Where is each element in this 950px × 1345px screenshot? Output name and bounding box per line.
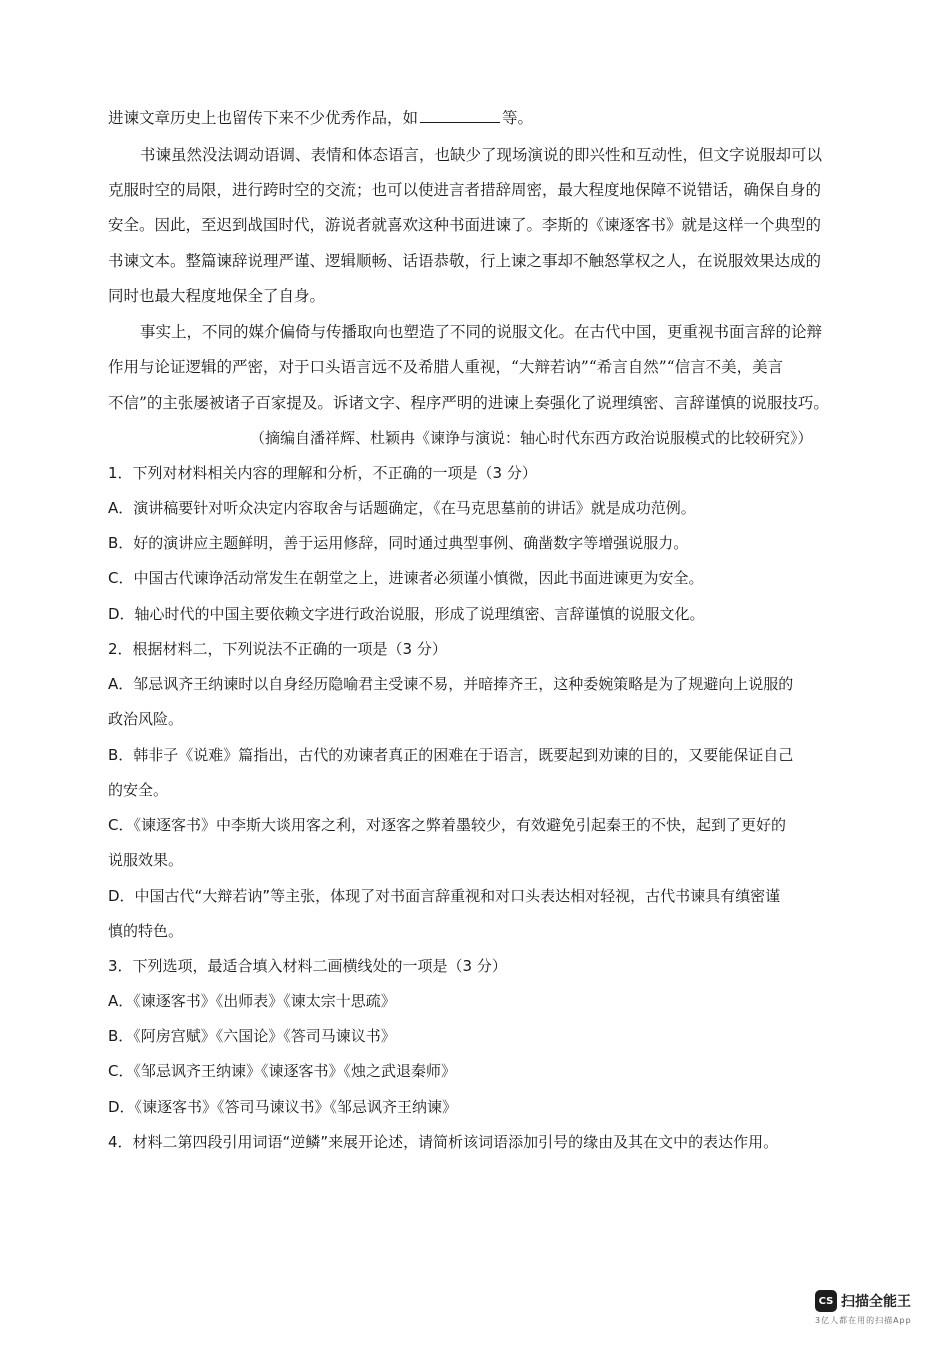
passage-text: 等。 [502, 109, 534, 127]
option-c: C．中国古代谏诤活动常发生在朝堂之上，进谏者必须谨小慎微，因此书面进谏更为安全。 [108, 569, 704, 587]
option-d: D．中国古代“大辩若讷”等主张，体现了对书面言辞重视和对口头表达相对轻视，古代书谏具有缜密谨 [108, 887, 781, 905]
source-citation: （摘编自潘祥辉、杜颖冉《谏诤与演说：轴心时代东西方政治说服模式的比较研究》） [250, 429, 813, 447]
option-b-continued: 的安全。 [108, 781, 169, 799]
question-stem: 1．下列对材料相关内容的理解和分析，不正确的一项是（3 分） [108, 464, 537, 482]
passage-line: 安全。因此，至迟到战国时代，游说者就喜欢这种书面进谏了。李斯的《谏逐客书》就是这样一个典型的 [108, 216, 822, 234]
passage-line: 克服时空的局限，进行跨时空的交流；也可以使进言者措辞周密，最大程度地保障不说错话，确保自身的 [108, 181, 822, 199]
option-a: A．《谏逐客书》《出师表》《谏太宗十思疏》 [108, 992, 396, 1010]
option-d: D．《谏逐客书》《答司马谏议书》《邹忌讽齐王纳谏》 [108, 1098, 458, 1116]
scanner-watermark [815, 1290, 930, 1326]
option-b: B．韩非子《说难》篇指出，古代的劝谏者真正的困难在于语言，既要起到劝谏的目的，又要能保证自己 [108, 746, 794, 764]
option-c-continued: 说服效果。 [108, 851, 184, 869]
option-d: D．轴心时代的中国主要依赖文字进行政治说服，形成了说理缜密、言辞谨慎的说服文化。 [108, 605, 705, 623]
passage-line: 事实上，不同的媒介偏倚与传播取向也塑造了不同的说服文化。在古代中国，更重视书面言辞的论辩 [140, 323, 823, 341]
option-b: B．好的演讲应主题鲜明，善于运用修辞，同时通过典型事例、确凿数字等增强说服力。 [108, 534, 689, 552]
option-d-continued: 慎的特色。 [108, 922, 184, 940]
passage-line: 书谏虽然没法调动语调、表情和体态语言，也缺少了现场演说的即兴性和互动性，但文字说服却可以 [140, 146, 823, 164]
passage-line: 作用与论证逻辑的严密，对于口头语言远不及希腊人重视，“大辩若讷”“希言自然”“信言不美，美言 [108, 358, 784, 376]
passage-text: 进谏文章历史上也留传下来不少优秀作品，如 [108, 109, 419, 127]
question-stem: 3．下列选项，最适合填入材料二画横线处的一项是（3 分） [108, 957, 507, 975]
passage-line: 不信”的主张屡被诸子百家提及。诉诸文字、程序严明的进谏上奏强化了说理缜密、言辞谨慎的说服技巧。 [108, 394, 829, 412]
option-a-continued: 政治风险。 [108, 710, 184, 728]
question-stem: 4．材料二第四段引用词语“逆鳞”来展开论述，请简析该词语添加引号的缘由及其在文中的表达作用。 [108, 1133, 779, 1151]
fill-blank [420, 108, 500, 123]
option-a: A．邹忌讽齐王纳谏时以自身经历隐喻君主受谏不易，并暗捧齐王，这种委婉策略是为了规避向上说服的 [108, 675, 794, 693]
option-a: A．演讲稿要针对听众决定内容取舍与话题确定，《在马克思墓前的讲话》就是成功范例。 [108, 499, 696, 517]
watermark-brand: 扫描全能王 [841, 1294, 911, 1310]
option-c: C．《谏逐客书》中李斯大谈用客之利，对逐客之弊着墨较少，有效避免引起秦王的不快，起到了更好的 [108, 816, 786, 834]
passage-line: 书谏文本。整篇谏辞说理严谨、逻辑顺畅、话语恭敬，行上谏之事却不触怒掌权之人，在说服效果达成的 [108, 252, 822, 270]
watermark-slogan: 3亿人都在用的扫描App [815, 1316, 912, 1325]
option-c: C．《邹忌讽齐王纳谏》《谏逐客书》《烛之武退秦师》 [108, 1062, 456, 1080]
camscanner-logo-icon: CS [815, 1290, 837, 1312]
question-stem: 2．根据材料二，下列说法不正确的一项是（3 分） [108, 640, 447, 658]
passage-line: 同时也最大程度地保全了自身。 [108, 287, 326, 305]
option-b: B．《阿房宫赋》《六国论》《答司马谏议书》 [108, 1027, 396, 1045]
passage-line [108, 108, 533, 128]
